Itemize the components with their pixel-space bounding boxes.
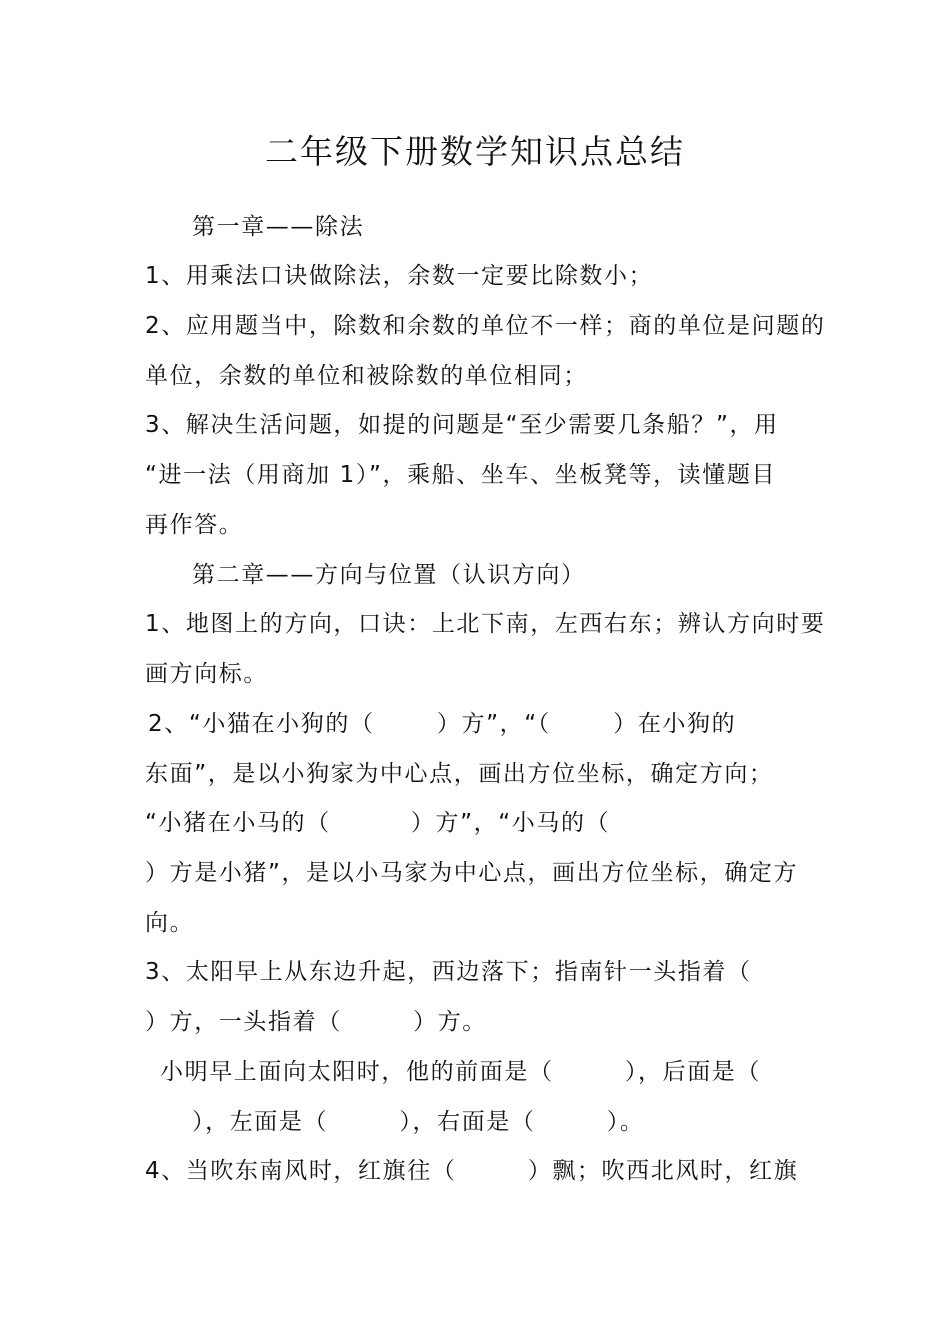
text-line: 再作答。 (145, 512, 244, 538)
text-line: 4、当吹东南风时，红旗往（ ）飘；吹西北风时，红旗 (145, 1158, 799, 1184)
text-line: ），左面是（ ），右面是（ ）。 (192, 1109, 645, 1135)
text-line: 东面”，是以小狗家为中心点，画出方位坐标，确定方向； (145, 761, 774, 787)
text-line: ）方是小猪”，是以小马家为中心点，画出方位坐标，确定方 (145, 860, 799, 886)
text-line: 1、地图上的方向，口诀：上北下南，左西右东；辨认方向时要 (145, 611, 826, 637)
text-line: 3、解决生活问题，如提的问题是“至少需要几条船？”，用 (145, 412, 779, 438)
chapter-2-heading: 第二章——方向与位置（认识方向） (192, 562, 586, 588)
text-line: 2、“小猫在小狗的（ ）方”，“（ ）在小狗的 (148, 711, 737, 737)
text-line: 画方向标。 (145, 661, 268, 687)
text-line: 3、太阳早上从东边升起，西边落下；指南针一头指着（ (145, 959, 752, 985)
text-line: 1、用乘法口诀做除法，余数一定要比除数小； (145, 263, 654, 289)
text-line: 小明早上面向太阳时，他的前面是（ ），后面是（ (160, 1059, 761, 1085)
text-line: “进一法（用商加 1）”，乘船、坐车、坐板凳等，读懂题目 (145, 462, 777, 488)
document-title: 二年级下册数学知识点总结 (265, 132, 685, 171)
text-line: 向。 (145, 910, 195, 936)
text-line: “小猪在小马的（ ）方”，“小马的（ (145, 810, 611, 836)
text-line: ）方，一头指着（ ）方。 (145, 1009, 487, 1035)
text-line: 单位，余数的单位和被除数的单位相同； (145, 363, 588, 389)
chapter-1-heading: 第一章——除法 (192, 214, 365, 240)
text-line: 2、应用题当中，除数和余数的单位不一样；商的单位是问题的 (145, 313, 826, 339)
